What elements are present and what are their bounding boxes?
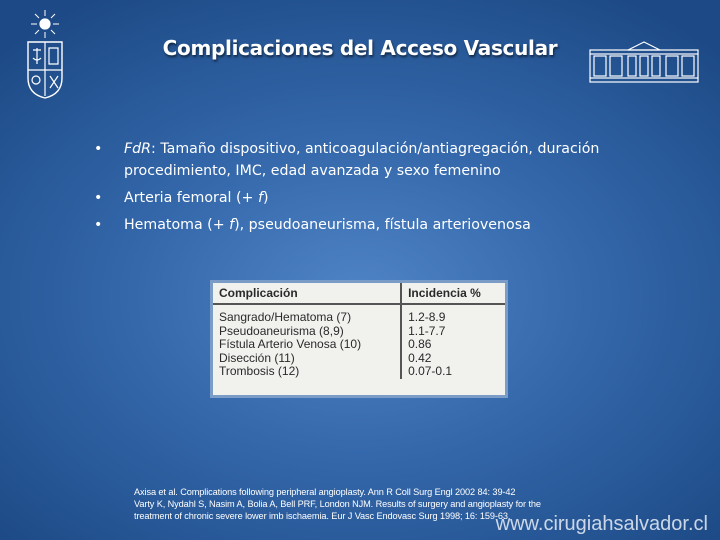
bullet-item-hematoma	[94, 214, 694, 236]
cell-incidence: 0.07-0.1	[401, 365, 505, 379]
column-header-incidence: Incidencia %	[401, 283, 505, 304]
bullet-text-pre: Hematoma (	[124, 217, 213, 233]
cell-complication: Pseudoaneurisma (8,9)	[219, 323, 344, 338]
reference-line: treatment of chronic severe lower imb ischaemia. Eur J Vasc Endovasc Surg 1998; 16: 159-63.	[134, 511, 511, 521]
table-row	[213, 338, 505, 352]
table-row	[213, 304, 505, 325]
cell-incidence: 0.42	[401, 352, 505, 366]
bullet-marker: •	[94, 190, 103, 206]
website-watermark: www.cirugiahsalvador.cl	[495, 513, 708, 535]
complications-table-image	[210, 280, 508, 398]
bullet-text-post: )	[262, 190, 269, 206]
reference-line: Axisa et al. Complications following peripheral angioplasty. Ann R Coll Surg Engl 2002 84: 39-42	[134, 487, 516, 497]
table-row	[213, 325, 505, 339]
bullet-text-italic: + f	[212, 217, 235, 233]
cell-complication: Trombosis (12)	[219, 364, 300, 378]
column-header-complication: Complicación	[213, 283, 401, 304]
cell-incidence: 0.86	[401, 338, 505, 352]
bullet-text-post: ), pseudoaneurisma, fístula arteriovenosa	[234, 217, 531, 233]
complications-table	[213, 283, 505, 379]
bullet-marker: •	[94, 141, 103, 157]
bullet-item-femoral-artery	[94, 187, 694, 209]
table-row	[213, 352, 505, 366]
bullet-item-risk-factors	[94, 138, 694, 182]
cell-complication: Disección (11)	[219, 350, 295, 365]
cell-complication: Fístula Arterio Venosa (10)	[219, 337, 362, 351]
table-header-row	[213, 283, 505, 304]
cell-incidence: 1.2-8.9	[401, 304, 505, 325]
bullet-text-italic: + f	[241, 190, 263, 206]
bullet-text-pre: Arteria femoral (	[124, 190, 242, 206]
slide-title: Complicaciones del Acceso Vascular	[162, 36, 558, 60]
cell-incidence: 1.1-7.7	[401, 325, 505, 339]
table-row	[213, 365, 505, 379]
reference-line: Varty K, Nydahl S, Nasim A, Bolia A, Bell PRF, London NJM. Results of surgery and angioplasty for the	[134, 499, 541, 509]
bullet-marker: •	[94, 217, 103, 233]
bullet-list	[94, 138, 694, 241]
bullet-italic-label: FdR	[124, 141, 152, 157]
cell-complication: Sangrado/Hematoma (7)	[219, 310, 352, 324]
bullet-text: : Tamaño dispositivo, anticoagulación/antiagregación, duración procedimiento, IMC, edad avanzada y sexo femenino	[124, 141, 600, 179]
